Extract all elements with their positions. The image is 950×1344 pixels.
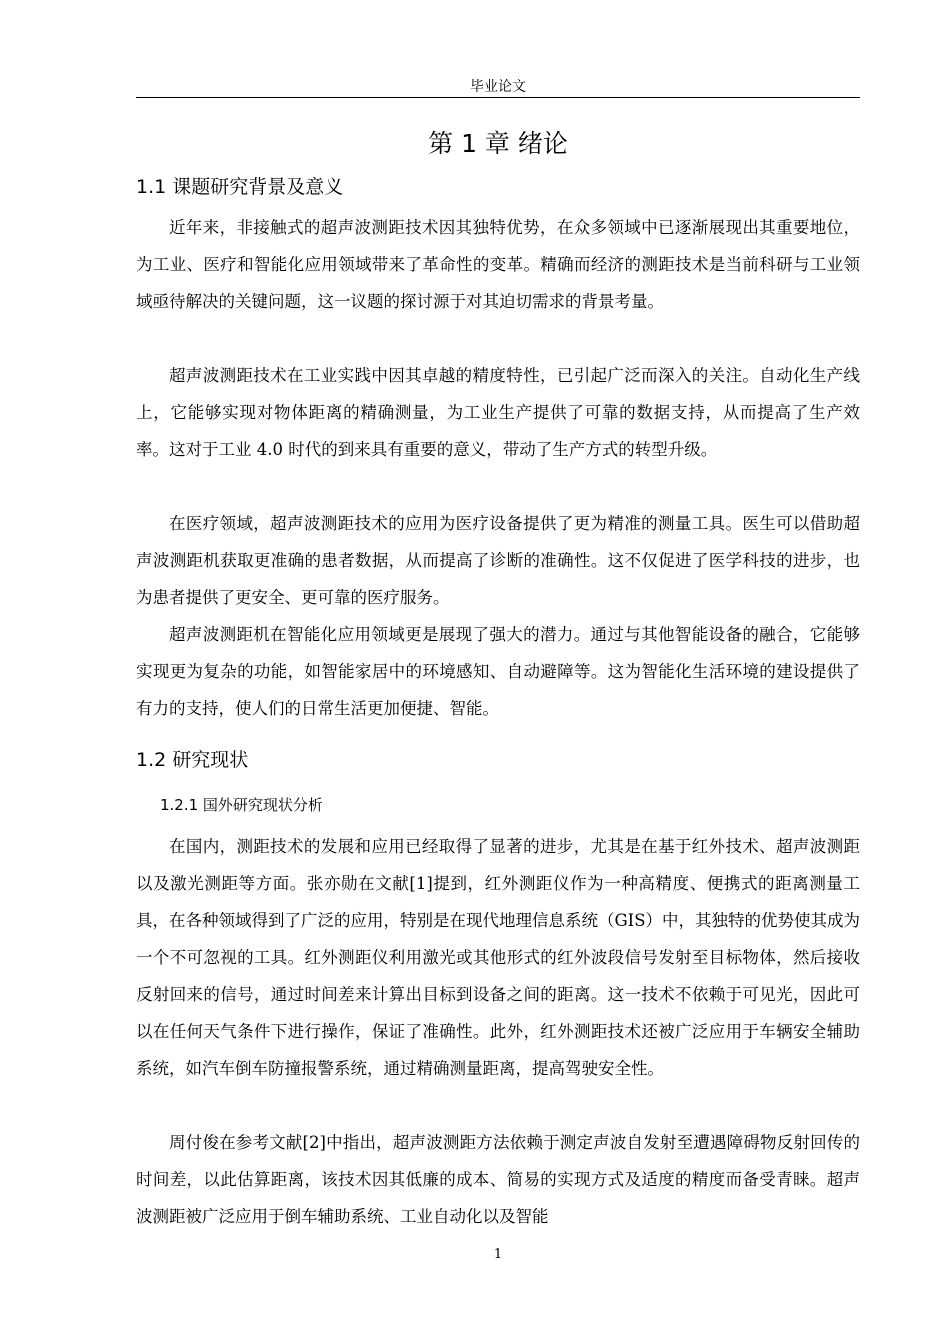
chapter-title: 第 1 章 绪论: [428, 129, 568, 158]
paragraph-background-2: 超声波测距技术在工业实践中因其卓越的精度特性，已引起广泛而深入的关注。自动化生产线上，它能够实现对物体距离的精确测量，为工业生产提供了可靠的数据支持，从而提高了生产效率。这对于工业 4.0 时代的到来具有重要的意义，带动了生产方式的转型升级。: [136, 366, 860, 459]
paragraph-background-3: 在医疗领域，超声波测距技术的应用为医疗设备提供了更为精准的测量工具。医生可以借助超声波测距机获取更准确的患者数据，从而提高了诊断的准确性。这不仅促进了医学科技的进步，也为患者提供了更安全、更可靠的医疗服务。: [136, 514, 860, 607]
paragraph-background-4: 超声波测距机在智能化应用领域更是展现了强大的潜力。通过与其他智能设备的融合，它能够实现更为复杂的功能，如智能家居中的环境感知、自动避障等。这为智能化生活环境的建设提供了有力的支持，使人们的日常生活更加便捷、智能。: [136, 625, 860, 718]
subsection-heading-1-2-1: 1.2.1 国外研究现状分析: [160, 796, 323, 814]
paragraph-status-2: 周付俊在参考文献[2]中指出，超声波测距方法依赖于测定声波自发射至遭遇障碍物反射回传的时间差，以此估算距离，该技术因其低廉的成本、简易的实现方式及适度的精度而备受青睐。超声波测距被广泛应用于倒车辅助系统、工业自动化以及智能: [136, 1133, 860, 1226]
section-heading-1-1: 1.1 课题研究背景及意义: [136, 176, 344, 198]
header-divider: [136, 97, 860, 98]
page-header: 毕业论文: [470, 79, 526, 95]
page-number: 1: [493, 1247, 503, 1262]
section-heading-1-2: 1.2 研究现状: [136, 749, 249, 771]
paragraph-status-1: 在国内，测距技术的发展和应用已经取得了显著的进步，尤其是在基于红外技术、超声波测距以及激光测距等方面。张亦勋在文献[1]提到，红外测距仪作为一种高精度、便携式的距离测量工具，在各种领域得到了广泛的应用，特别是在现代地理信息系统（GIS）中，其独特的优势使其成为一个不可忽视的工具。红外测距仪利用激光或其他形式的红外波段信号发射至目标物体，然后接收反射回来的信号，通过时间差来计算出目标到设备之间的距离。这一技术不依赖于可见光，因此可以在任何天气条件下进行操作，保证了准确性。此外，红外测距技术还被广泛应用于车辆安全辅助系统，如汽车倒车防撞报警系统，通过精确测量距离，提高驾驶安全性。: [136, 837, 861, 1078]
paragraph-background-1: 近年来，非接触式的超声波测距技术因其独特优势，在众多领域中已逐渐展现出其重要地位，为工业、医疗和智能化应用领域带来了革命性的变革。精确而经济的测距技术是当前科研与工业领域亟待解决的关键问题，这一议题的探讨源于对其迫切需求的背景考量。: [136, 218, 860, 311]
